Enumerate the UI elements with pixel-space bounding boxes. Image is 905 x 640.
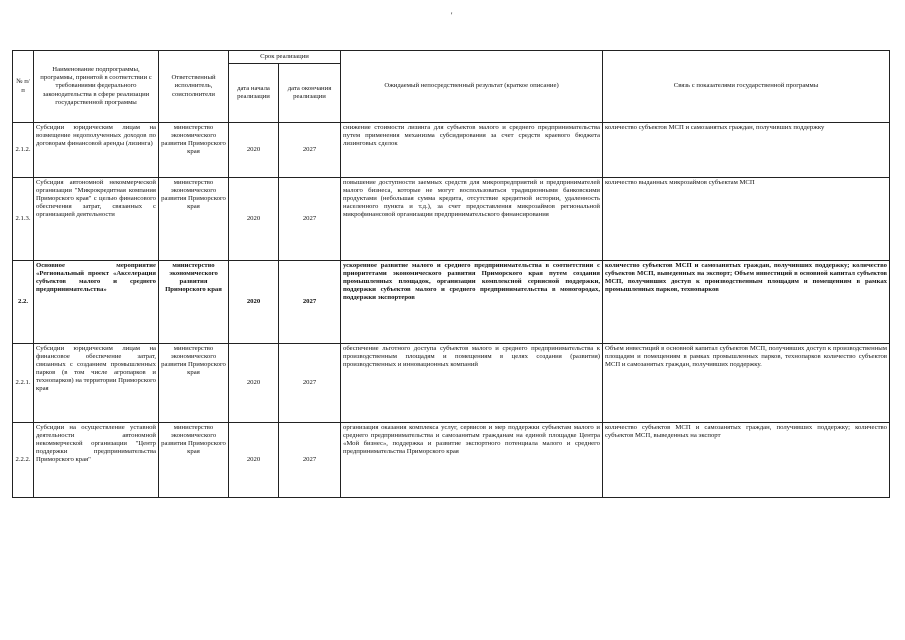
- header-result: Ожидаемый непосредственный результат (краткое описание): [341, 51, 603, 123]
- responsible-executor: министерство экономического развития Приморского края: [159, 344, 229, 423]
- end-year: 2027: [279, 178, 341, 261]
- table-row: [13, 261, 890, 344]
- expected-result: повышение доступности заемных средств для микропредприятий и предпринимателей малого бизнеса, которые не могут воспользоваться традиционными банковскими продуктами (небольшая сумма кредита, отсутствие кредитной истории, удаленность населенного пункта и т.д.), за счет предоставления микрозаймов региональной микрофинансовой организации предпринимательского финансирования: [341, 178, 603, 261]
- page-mark: ': [451, 11, 453, 20]
- responsible-executor: министерство экономического развития Приморского края: [159, 178, 229, 261]
- indicator-link: количество субъектов МСП и самозанятых граждан, получивших поддержку; количество субъектов МСП, выведенных на экспорт; Объем инвестиций в основной капитал субъектов МСП, получивших доступ к производственным площадям и помещениям в рамках промышленных парков, технопарков: [603, 261, 890, 344]
- responsible-executor: министерство экономического развития Приморского края: [159, 123, 229, 178]
- measure-name: Субсидии на осуществление уставной деятельности автономной некоммерческой организации "Центр поддержки предпринимательства Приморского края": [34, 423, 159, 498]
- end-year: 2027: [279, 261, 341, 344]
- expected-result: ускоренное развитие малого и среднего предпринимательства в соответствии с приоритетами экономического развития Приморского края путем создания промышленных площадок, организации комплексной сервисной поддержки, поддержки субъектов малого и среднего предпринимательства в моногородах, поддержки экспортеров: [341, 261, 603, 344]
- start-year: 2020: [229, 261, 279, 344]
- header-name: Наименование подпрограммы, программы, принятой в соответствии с требованиями федерального законодательства в сфере реализации государственной программы: [34, 51, 159, 123]
- header-link: Связь с показателями государственной программы: [603, 51, 890, 123]
- indicator-link: количество выданных микрозаймов субъектам МСП: [603, 178, 890, 261]
- measure-name: Субсидии юридическим лицам на финансовое обеспечение затрат, связанных с созданием промышленных парков (в том числе агропарков и технопарков) на территории Приморского края: [34, 344, 159, 423]
- expected-result: обеспечение льготного доступа субъектов малого и среднего предпринимательства к производственным площадям и помещениям в целях создания (развития) производственных и инновационных компаний: [341, 344, 603, 423]
- row-number: 2.1.3.: [13, 178, 34, 261]
- row-number: 2.2.2.: [13, 423, 34, 498]
- end-year: 2027: [279, 123, 341, 178]
- table-row: [13, 344, 890, 423]
- measure-name: Субсидии юридическим лицам на возмещение недополученных доходов по договорам финансовой аренды (лизинга): [34, 123, 159, 178]
- header-term: Срок реализации: [229, 51, 341, 64]
- expected-result: снижение стоимости лизинга для субъектов малого и среднего предпринимательства путем применения механизма субсидирования за счет средств краевого бюджета лизинговых сделок: [341, 123, 603, 178]
- indicator-link: количество субъектов МСП и самозанятых граждан, получивших поддержку: [603, 123, 890, 178]
- row-number: 2.2.1.: [13, 344, 34, 423]
- table-row: [13, 123, 890, 178]
- header-start: дата начала реализации: [229, 64, 279, 123]
- row-number: 2.2.: [13, 261, 34, 344]
- table-row: [13, 178, 890, 261]
- end-year: 2027: [279, 344, 341, 423]
- expected-result: организация оказания комплекса услуг, сервисов и мер поддержки субъектам малого и среднего предпринимательства и самозанятым гражданам на единой площадке Центра «Мой бизнес», поддержка и развитие экспортного потенциала малого и среднего предпринимательства Приморского края: [341, 423, 603, 498]
- start-year: 2020: [229, 178, 279, 261]
- row-number: 2.1.2.: [13, 123, 34, 178]
- program-measures-table: [12, 50, 890, 498]
- table-row: [13, 423, 890, 498]
- start-year: 2020: [229, 123, 279, 178]
- measure-name: Субсидия автономной некоммерческой организации "Микрокредитная компания Приморского края" с целью финансового обеспечения затрат, связанных с организацией деятельности: [34, 178, 159, 261]
- start-year: 2020: [229, 344, 279, 423]
- measure-name: Основное мероприятие «Региональный проект «Акселерация субъектов малого и среднего предпринимательства»: [34, 261, 159, 344]
- indicator-link: Объем инвестиций в основной капитал субъектов МСП, получивших доступ к производственным площадям и помещениям в рамках промышленных парков, технопарков количество субъектов МСП и самозанятых граждан, получивших поддержку.: [603, 344, 890, 423]
- header-responsible: Ответственный исполнитель, соисполнители: [159, 51, 229, 123]
- responsible-executor: министерство экономического развития Приморского края: [159, 261, 229, 344]
- indicator-link: количество субъектов МСП и самозанятых граждан, получивших поддержку; количество субъектов МСП, выведенных на экспорт: [603, 423, 890, 498]
- end-year: 2027: [279, 423, 341, 498]
- start-year: 2020: [229, 423, 279, 498]
- header-num: № п/п: [13, 51, 34, 123]
- responsible-executor: министерство экономического развития Приморского края: [159, 423, 229, 498]
- header-end: дата окончания реализации: [279, 64, 341, 123]
